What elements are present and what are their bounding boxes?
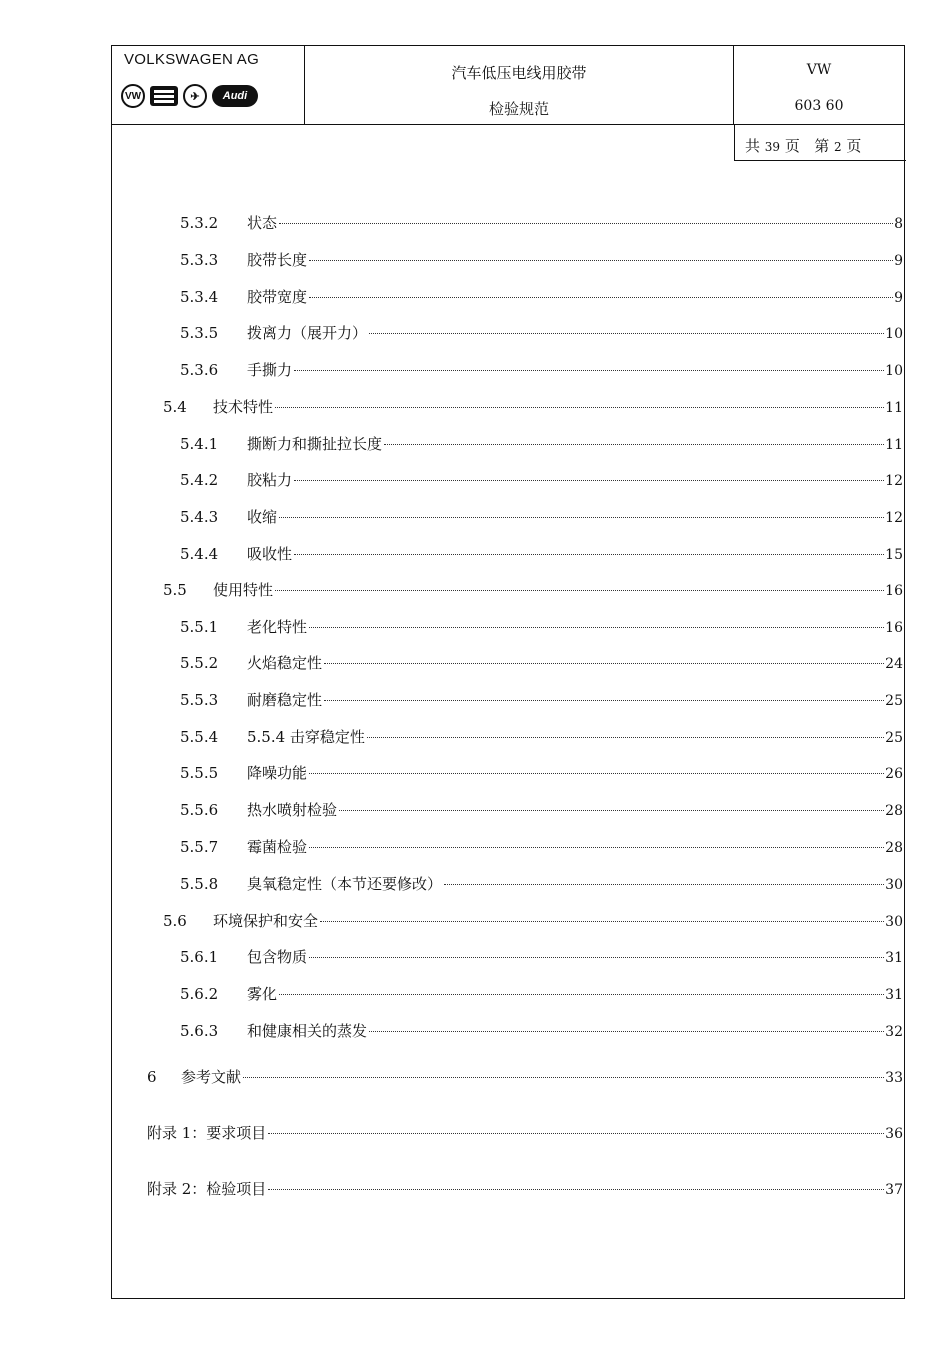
toc-dot-leader [324,663,884,664]
toc-entry-page: 9 [894,290,903,306]
document-subtitle: 检验规范 [488,100,549,118]
toc-entry[interactable] [180,286,903,306]
toc-dot-leader [279,517,884,518]
page-prefix: 第 [814,137,830,155]
toc-dot-leader [384,444,884,445]
toc-dot-leader [275,407,884,408]
toc-dot-leader [294,480,884,481]
toc-entry[interactable] [180,726,903,746]
toc-entry-page: 36 [885,1126,903,1142]
toc-dot-leader [369,333,884,334]
skoda-logo-icon: ✈ [183,84,207,108]
toc-entry-page: 30 [885,914,903,930]
toc-entry-number: 5.6.1 [180,948,219,966]
toc-entry-number: 5.3.3 [180,251,219,269]
toc-dot-leader [309,627,884,628]
toc-entry[interactable] [163,579,903,599]
toc-entry-label: 吸收性 [247,545,293,563]
document-frame [111,45,905,1299]
audi-logo-icon: Audi [212,85,258,107]
toc-entry-page: 32 [885,1024,903,1040]
toc-entry-page: 37 [885,1182,903,1198]
toc-entry-label: 耐磨稳定性 [247,691,323,709]
toc-dot-leader [294,554,884,555]
pages-total: 39 [764,140,781,154]
toc-entry-label: 拨离力（展开力） [247,324,368,342]
toc-entry-page: 8 [894,216,903,232]
toc-entry-label: 胶粘力 [247,471,293,489]
toc-entry-label: 降噪功能 [247,764,308,782]
standard-number: 603 60 [794,98,844,114]
toc-entry-number: 5.5.3 [180,691,219,709]
toc-entry-number: 5.5.8 [180,875,219,893]
toc-entry-page: 10 [885,363,903,379]
toc-entry-label: 使用特性 [213,581,274,599]
toc-entry-number: 5.5 [163,581,187,599]
toc-entry-label: 附录 2：检验项目 [147,1180,267,1198]
toc-entry-page: 33 [885,1070,903,1086]
toc-entry[interactable] [163,396,903,416]
toc-entry-number: 5.4.2 [180,471,219,489]
toc-entry[interactable] [180,762,903,782]
toc-entry-label: 收缩 [247,508,278,526]
toc-entry-label: 包含物质 [247,948,308,966]
toc-entry-number: 5.3.5 [180,324,219,342]
toc-entry-number: 5.4 [163,398,187,416]
page-counter [734,125,906,161]
toc-entry-number: 5.3.4 [180,288,219,306]
toc-entry[interactable] [180,652,903,672]
toc-entry-page: 10 [885,326,903,342]
toc-entry-page: 31 [885,950,903,966]
toc-entry-page: 16 [885,583,903,599]
toc-entry[interactable] [147,1178,903,1198]
toc-entry-number: 5.3.6 [180,361,219,379]
toc-entry-number: 5.5.2 [180,654,219,672]
company-name: VOLKSWAGEN AG [124,51,260,68]
toc-entry-page: 30 [885,877,903,893]
toc-dot-leader [268,1133,884,1134]
toc-entry-label: 老化特性 [247,618,308,636]
toc-dot-leader [294,370,884,371]
toc-entry-label: 雾化 [247,985,278,1003]
vw-logo-icon: VW [121,84,145,108]
toc-entry-number: 5.5.4 [180,728,219,746]
toc-entry[interactable] [180,322,903,342]
toc-entry-label: 技术特性 [213,398,274,416]
toc-entry-label: 附录 1：要求项目 [147,1124,267,1142]
toc-entry[interactable] [180,433,903,453]
toc-entry[interactable] [180,799,903,819]
toc-entry-label: 热水喷射检验 [247,801,338,819]
toc-dot-leader [369,1031,884,1032]
toc-dot-leader [279,994,884,995]
toc-dot-leader [309,260,893,261]
toc-entry-number: 5.5.5 [180,764,219,782]
toc-dot-leader [324,700,884,701]
toc-entry[interactable] [147,1122,903,1142]
toc-entry[interactable] [180,689,903,709]
toc-entry[interactable] [180,946,903,966]
toc-entry[interactable] [180,616,903,636]
toc-entry-number: 5.3.2 [180,214,219,232]
toc-dot-leader [309,297,893,298]
toc-entry[interactable] [180,1020,903,1040]
brand-logos [121,82,258,110]
toc-dot-leader [339,810,884,811]
toc-dot-leader [309,847,884,848]
toc-entry-label: 撕断力和撕扯拉长度 [247,435,383,453]
toc-entry[interactable] [180,543,903,563]
toc-entry[interactable] [180,983,903,1003]
toc-entry-page: 11 [885,437,903,453]
toc-entry-number: 5.6.3 [180,1022,219,1040]
standard-prefix: VW [806,62,832,78]
toc-entry-number: 5.4.3 [180,508,219,526]
seat-logo-icon [150,86,178,106]
toc-entry-label: 和健康相关的蒸发 [247,1022,368,1040]
toc-entry-page: 25 [885,730,903,746]
toc-entry-label: 5.5.4 击穿稳定性 [247,728,365,746]
toc-dot-leader [275,590,884,591]
toc-entry-number: 6 [147,1068,157,1086]
toc-entry[interactable] [180,836,903,856]
toc-entry-label: 胶带宽度 [247,288,308,306]
toc-entry-label: 参考文献 [181,1068,242,1086]
standard-cell [734,46,904,124]
toc-entry-number: 5.6.2 [180,985,219,1003]
toc-dot-leader [309,773,884,774]
page-suffix: 页 [846,137,862,155]
toc-entry-page: 11 [885,400,903,416]
toc-entry-page: 31 [885,987,903,1003]
toc-entry[interactable] [180,249,903,269]
toc-entry-label: 胶带长度 [247,251,308,269]
document-header [112,46,904,125]
toc-entry-page: 25 [885,693,903,709]
document-title: 汽车低压电线用胶带 [451,64,587,82]
toc-entry-label: 手撕力 [247,361,293,379]
toc-entry-page: 28 [885,803,903,819]
toc-dot-leader [367,737,884,738]
toc-entry-page: 15 [885,547,903,563]
toc-entry-number: 5.4.4 [180,545,219,563]
toc-entry-number: 5.5.7 [180,838,219,856]
toc-entry-number: 5.5.1 [180,618,219,636]
toc-dot-leader [268,1189,884,1190]
title-cell [305,46,734,124]
toc-entry-label: 火焰稳定性 [247,654,323,672]
toc-entry-page: 28 [885,840,903,856]
toc-entry-page: 12 [885,473,903,489]
toc-entry-label: 霉菌检验 [247,838,308,856]
company-cell [112,46,305,124]
toc-dot-leader [279,223,893,224]
toc-entry[interactable] [180,359,903,379]
toc-entry-page: 26 [885,766,903,782]
pages-mid: 页 [784,137,800,155]
toc-entry[interactable] [163,910,903,930]
pages-prefix: 共 [745,137,761,155]
toc-dot-leader [243,1077,884,1078]
toc-entry-page: 9 [894,253,903,269]
toc-dot-leader [320,921,884,922]
toc-entry-page: 12 [885,510,903,526]
toc-dot-leader [444,884,884,885]
toc-dot-leader [309,957,884,958]
page-current: 2 [833,140,842,154]
toc-entry-label: 环境保护和安全 [213,912,319,930]
toc-entry-number: 5.4.1 [180,435,219,453]
toc-entry[interactable] [180,212,903,232]
toc-entry[interactable] [147,1066,903,1086]
toc-entry[interactable] [180,873,903,893]
toc-entry-label: 状态 [247,214,278,232]
toc-entry[interactable] [180,506,903,526]
toc-entry-number: 5.5.6 [180,801,219,819]
toc-entry[interactable] [180,469,903,489]
toc-entry-label: 臭氧稳定性（本节还要修改） [247,875,443,893]
toc-entry-page: 24 [885,656,903,672]
toc-entry-number: 5.6 [163,912,187,930]
toc-entry-page: 16 [885,620,903,636]
